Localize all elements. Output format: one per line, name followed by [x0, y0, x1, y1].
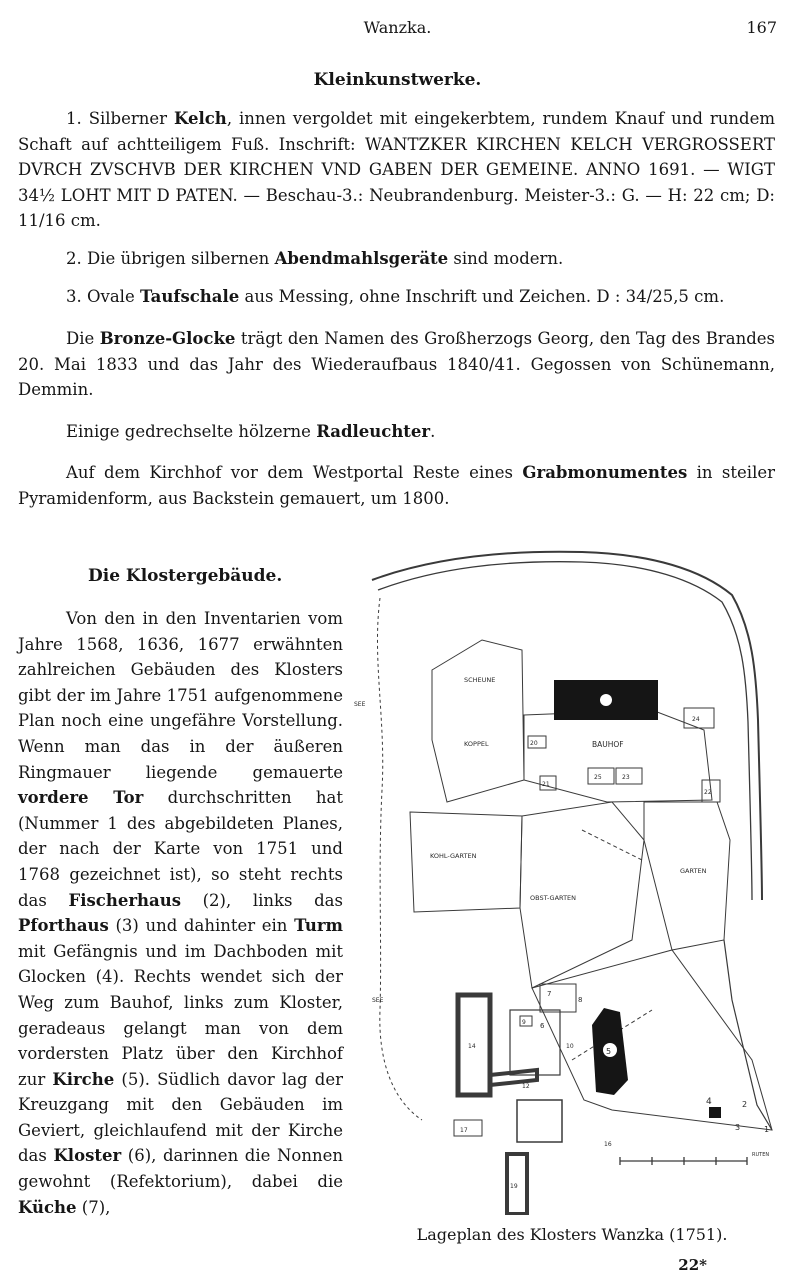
- site-plan: [352, 540, 788, 1215]
- number-5: 5: [606, 1047, 612, 1056]
- bell-bold: Bronze-Glocke: [99, 329, 236, 348]
- kloster-text-2: durchschritten hat (Nummer 1 des abgebildeten Planes, der nach der Karte von 1751 und 1768 gezeichnet ist), so steht rechts das: [18, 788, 344, 910]
- number-7: 7: [547, 990, 552, 998]
- kloster-text-6: (5). Südlich davor lag der Kreuzgang mit den Gebäuden im Geviert, gleichlaufend mit der Kirche das: [18, 1069, 343, 1166]
- field-garten: [644, 802, 730, 950]
- kloster-bold-7: Küche: [18, 1197, 77, 1217]
- kloster-text-8: (7),: [76, 1197, 111, 1217]
- tomb-post: in steiler Pyramidenform, aus Backstein gemauert, um 1800.: [18, 463, 775, 508]
- number-16: 16: [604, 1141, 612, 1148]
- chandelier-pre: Einige gedrechselte hölzerne: [66, 422, 317, 441]
- label-kohlgarten: KOHL-GARTEN: [430, 852, 477, 860]
- item-3-post: aus Messing, ohne Inschrift und Zeichen. D : 34/25,5 cm.: [239, 287, 725, 306]
- ring-wall: [724, 940, 772, 1130]
- number-23: 23: [622, 774, 630, 781]
- path-bauhof: [582, 830, 642, 860]
- page-number: 167: [746, 18, 777, 37]
- item-2-post: sind modern.: [448, 249, 564, 268]
- number-6: 6: [540, 1022, 545, 1030]
- figure-caption: Lageplan des Klosters Wanzka (1751).: [416, 1225, 728, 1244]
- number-12: 12: [522, 1083, 530, 1090]
- lake-shore-inner: [378, 562, 752, 900]
- building-tower-4: [709, 1107, 721, 1118]
- paragraph-bell: [18, 326, 775, 403]
- label-koppel: KOPPEL: [464, 740, 489, 748]
- kloster-bold-2: Fischerhaus: [68, 890, 181, 910]
- label-scale: RUTEN: [752, 1152, 770, 1158]
- item-1-bold: Kelch: [174, 109, 227, 128]
- label-see-side: SEE: [372, 997, 384, 1004]
- number-17: 17: [460, 1127, 468, 1134]
- label-bauhof: BAUHOF: [592, 740, 624, 749]
- field-kohlgarten: [410, 812, 522, 912]
- water-edge-left: [377, 598, 422, 1120]
- number-20: 20: [530, 740, 538, 747]
- tomb-pre: Auf dem Kirchhof vor dem Westportal Reste eines: [66, 463, 523, 482]
- kloster-text-4: (3) und dahinter ein: [108, 916, 295, 936]
- number-19: 19: [510, 1183, 518, 1190]
- kloster-bold-3: Pforthaus: [18, 916, 109, 936]
- kloster-bold-4: Turm: [294, 916, 343, 936]
- building-kitchen: [540, 984, 576, 1012]
- label-scheune: SCHEUNE: [464, 676, 496, 684]
- kloster-bold-5: Kirche: [52, 1069, 115, 1089]
- kloster-text: [18, 606, 343, 1220]
- paragraph-chandelier: [18, 419, 775, 445]
- building-kloster: [510, 1010, 560, 1075]
- section-heading: Kleinkunstwerke.: [313, 70, 482, 90]
- number-4: 4: [706, 1097, 712, 1107]
- number-3: 3: [735, 1123, 741, 1132]
- number-2: 2: [742, 1100, 748, 1109]
- label-see-top: SEE: [354, 701, 366, 708]
- kloster-heading: Die Klostergebäude.: [88, 566, 283, 586]
- item-2-bold: Abendmahlsgeräte: [274, 249, 449, 268]
- item-1-post: , innen vergoldet mit eingekerbtem, rundem Knauf und rundem Schaft auf achtteiligem Fuß. Inschrift: WANTZKER KIRCHEN KELCH VERGROSSERT DVRCH ZVSCHVB DER KIRCHEN VND GABEN DER GEMEINE. ANNO 1691. — WIGT 34½ LOHT MIT D PATEN. — Beschau-3.: Neubrandenburg. Meister-3.: G. — H: 22 cm; D: 11/16 cm.: [18, 109, 775, 230]
- item-3-pre: 3. Ovale: [66, 287, 140, 306]
- kloster-text-7: (6), darinnen die Nonnen gewohnt (Refektorium), dabei die: [18, 1146, 343, 1192]
- paragraph-tomb: [18, 460, 775, 511]
- number-25: 25: [594, 774, 602, 781]
- number-22: 22: [704, 789, 712, 796]
- signature-mark: 22*: [678, 1256, 707, 1274]
- item-3-bold: Taufschale: [139, 287, 240, 306]
- number-21: 21: [542, 781, 550, 788]
- label-obstgarten: OBST-GARTEN: [530, 894, 577, 902]
- tomb-bold: Grabmonumentes: [522, 463, 688, 482]
- bell-pre: Die: [66, 329, 100, 348]
- church-court: [532, 950, 772, 1130]
- field-koppel: [432, 640, 524, 802]
- cloister-yard: [517, 1100, 562, 1142]
- chandelier-post: .: [430, 422, 436, 441]
- bell-post: trägt den Namen des Großherzogs Georg, den Tag des Brandes 20. Mai 1833 und das Jahr des Wiederaufbaus 1840/41. Gegossen von Schünemann, Demmin.: [18, 329, 775, 399]
- number-1: 1: [764, 1125, 770, 1134]
- kloster-text-1: Von den in den Inventarien vom Jahre 1568, 1636, 1677 erwähnten zahlreichen Gebäuden des Klosters gibt der im Jahre 1751 aufgenommene Plan noch eine ungefähre Vorstellung. Wenn man das in der äußeren Ringmauer liegende gemauerte: [18, 609, 343, 782]
- running-title: Wanzka.: [363, 18, 432, 37]
- site-plan-drawing: [352, 540, 788, 1215]
- item-1-pre: 1. Silberner: [66, 109, 175, 128]
- chandelier-bold: Radleuchter: [316, 422, 431, 441]
- number-14: 14: [468, 1043, 476, 1050]
- kloster-text-5: mit Gefängnis und im Dachboden mit Glocken (4). Rechts wendet sich der Weg zum Bauhof, links zum Kloster, geradeaus gelangt man von dem vordersten Platz über den Kirchhof zur: [18, 941, 343, 1089]
- kloster-bold-6: Kloster: [53, 1146, 122, 1166]
- lake-shore-outer: [372, 552, 762, 900]
- inventory-item-3: [18, 284, 775, 310]
- cloister-wings: [490, 1070, 537, 1085]
- kloster-bold-1: vordere Tor: [18, 788, 144, 808]
- scale-bar: [620, 1157, 747, 1165]
- number-9: 9: [522, 1019, 526, 1026]
- number-10: 10: [566, 1043, 574, 1050]
- building-17: [454, 1120, 482, 1136]
- item-2-pre: 2. Die übrigen silbernen: [66, 249, 275, 268]
- scheune-marker: [600, 694, 612, 706]
- inventory-item-2: [18, 246, 775, 272]
- kloster-text-3: (2), links das: [180, 890, 343, 910]
- number-24: 24: [692, 716, 700, 723]
- label-garten: GARTEN: [680, 867, 707, 875]
- number-8: 8: [578, 996, 583, 1004]
- inventory-item-1: [18, 106, 775, 234]
